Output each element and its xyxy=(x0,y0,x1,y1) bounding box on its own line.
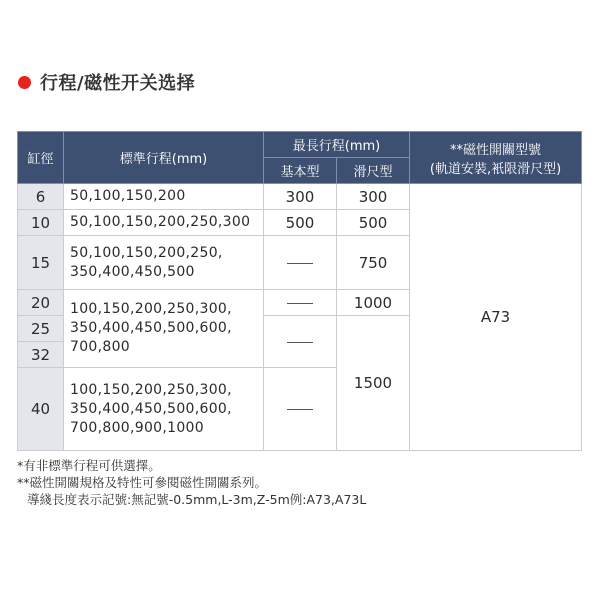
section-title: 行程/磁性开关选择 xyxy=(40,73,196,94)
strokes-line: 350,400,450,500,600, xyxy=(70,400,232,417)
header-slide-type: 滑尺型 xyxy=(337,158,410,184)
strokes-line: 100,150,200,250,300, xyxy=(70,381,232,398)
slide-max-cell: 750 xyxy=(337,236,410,290)
basic-max-cell: 500 xyxy=(264,210,337,236)
footnotes xyxy=(17,457,366,508)
header-basic-type: 基本型 xyxy=(264,158,337,184)
bore-cell: 10 xyxy=(18,210,64,236)
basic-max-cell xyxy=(264,368,337,451)
strokes-cell xyxy=(64,236,264,290)
header-switch-line2: (軌道安裝,衹限滑尺型) xyxy=(429,161,562,177)
strokes-cell xyxy=(64,290,264,368)
stroke-spec-table xyxy=(17,131,582,451)
basic-max-cell xyxy=(264,316,337,368)
footnote: 導綫長度表示記號:無記號-0.5mm,L-3m,Z-5m例:A73,A73L xyxy=(27,492,367,507)
bore-cell: 32 xyxy=(18,342,64,368)
strokes-line: 350,400,450,500,600, xyxy=(70,320,232,336)
footnote: *有非標準行程可供選擇。 xyxy=(17,458,161,473)
bullet-dot-icon xyxy=(18,76,31,89)
dash-mark xyxy=(287,342,313,343)
bore-cell: 15 xyxy=(18,236,64,290)
dash-mark xyxy=(287,303,313,304)
strokes-cell xyxy=(64,368,264,451)
strokes-line: 350,400,450,500 xyxy=(70,263,195,280)
table-row xyxy=(18,184,582,210)
strokes-line: 700,800,900,1000 xyxy=(70,419,204,436)
slide-max-cell: 1500 xyxy=(337,316,410,451)
header-bore: 缸徑 xyxy=(18,132,64,184)
dash-mark xyxy=(287,409,313,410)
bore-cell: 40 xyxy=(18,368,64,451)
header-standard-stroke: 標準行程(mm) xyxy=(64,132,264,184)
slide-max-cell: 500 xyxy=(337,210,410,236)
strokes-line: 50,100,150,200,250, xyxy=(70,244,223,261)
bore-cell: 25 xyxy=(18,316,64,342)
bore-cell: 6 xyxy=(18,184,64,210)
header-switch-model xyxy=(410,132,582,184)
strokes-line: 700,800 xyxy=(70,339,130,355)
strokes-cell: 50,100,150,200 xyxy=(64,184,264,210)
basic-max-cell xyxy=(264,236,337,290)
strokes-cell: 50,100,150,200,250,300 xyxy=(64,210,264,236)
footnote: **磁性開關規格及特性可參閱磁性開關系列。 xyxy=(17,475,268,490)
basic-max-cell xyxy=(264,290,337,316)
switch-model-cell: A73 xyxy=(410,184,582,451)
header-max-stroke: 最長行程(mm) xyxy=(264,132,410,158)
slide-max-cell: 300 xyxy=(337,184,410,210)
slide-max-cell: 1000 xyxy=(337,290,410,316)
header-switch-line1: **磁性開關型號 xyxy=(450,142,542,158)
strokes-line: 100,150,200,250,300, xyxy=(70,301,232,317)
basic-max-cell: 300 xyxy=(264,184,337,210)
section-header xyxy=(18,70,195,94)
bore-cell: 20 xyxy=(18,290,64,316)
dash-mark xyxy=(287,263,313,264)
